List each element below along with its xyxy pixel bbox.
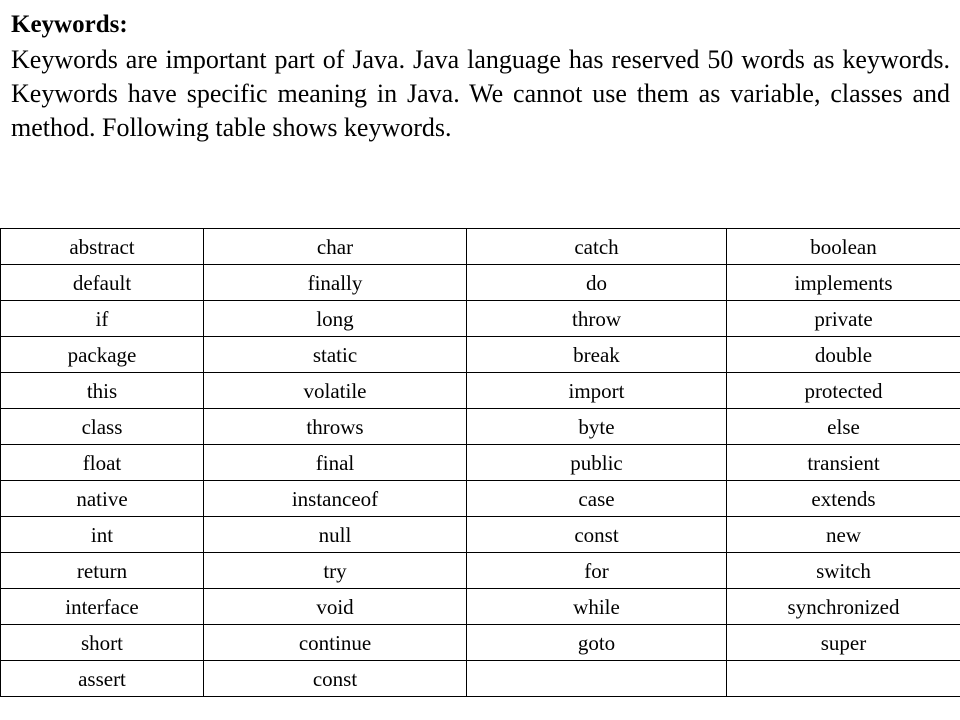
keyword-cell: implements (727, 265, 960, 301)
table-row (1, 265, 960, 301)
keyword-cell: case (467, 481, 727, 517)
keyword-cell: goto (467, 625, 727, 661)
keyword-cell: instanceof (204, 481, 467, 517)
table-row (1, 373, 960, 409)
keyword-cell: protected (727, 373, 960, 409)
table-row (1, 445, 960, 481)
table-row (1, 661, 960, 697)
keyword-cell: return (1, 553, 204, 589)
keyword-cell: native (1, 481, 204, 517)
keyword-cell: this (1, 373, 204, 409)
keyword-cell: long (204, 301, 467, 337)
keyword-cell: synchronized (727, 589, 960, 625)
table-row (1, 481, 960, 517)
keyword-cell: abstract (1, 229, 204, 265)
keyword-cell: int (1, 517, 204, 553)
keyword-cell: catch (467, 229, 727, 265)
table-row (1, 553, 960, 589)
keyword-cell: byte (467, 409, 727, 445)
keyword-cell: while (467, 589, 727, 625)
keyword-cell: switch (727, 553, 960, 589)
keyword-cell: do (467, 265, 727, 301)
keyword-cell: extends (727, 481, 960, 517)
keyword-cell: const (467, 517, 727, 553)
keyword-cell: public (467, 445, 727, 481)
keywords-table-body (1, 229, 960, 697)
intro-paragraph: Keywords are important part of Java. Java language has reserved 50 words as keywords. Keywords have specific meaning in Java. We cannot use them as variable, classes and method. Following table shows keywords. (11, 45, 950, 142)
keyword-cell: short (1, 625, 204, 661)
keyword-cell: float (1, 445, 204, 481)
section-heading: Keywords: (11, 11, 128, 38)
keywords-table (0, 228, 960, 697)
keyword-cell: null (204, 517, 467, 553)
keyword-cell: continue (204, 625, 467, 661)
table-row (1, 625, 960, 661)
keyword-cell (727, 661, 960, 697)
keyword-cell: transient (727, 445, 960, 481)
table-row (1, 301, 960, 337)
keyword-cell: package (1, 337, 204, 373)
keyword-cell: const (204, 661, 467, 697)
keyword-cell (467, 661, 727, 697)
table-row (1, 589, 960, 625)
table-row (1, 337, 960, 373)
keyword-cell: try (204, 553, 467, 589)
keyword-cell: final (204, 445, 467, 481)
keyword-cell: assert (1, 661, 204, 697)
keyword-cell: new (727, 517, 960, 553)
table-row (1, 517, 960, 553)
keyword-cell: break (467, 337, 727, 373)
keyword-cell: import (467, 373, 727, 409)
keyword-cell: void (204, 589, 467, 625)
keyword-cell: default (1, 265, 204, 301)
keyword-cell: static (204, 337, 467, 373)
keyword-cell: for (467, 553, 727, 589)
keyword-cell: boolean (727, 229, 960, 265)
keyword-cell: volatile (204, 373, 467, 409)
keyword-cell: throws (204, 409, 467, 445)
keyword-cell: else (727, 409, 960, 445)
keyword-cell: interface (1, 589, 204, 625)
keyword-cell: double (727, 337, 960, 373)
keyword-cell: private (727, 301, 960, 337)
table-row (1, 409, 960, 445)
table-row (1, 229, 960, 265)
keyword-cell: class (1, 409, 204, 445)
keyword-cell: if (1, 301, 204, 337)
keyword-cell: char (204, 229, 467, 265)
keyword-cell: finally (204, 265, 467, 301)
keyword-cell: throw (467, 301, 727, 337)
keyword-cell: super (727, 625, 960, 661)
